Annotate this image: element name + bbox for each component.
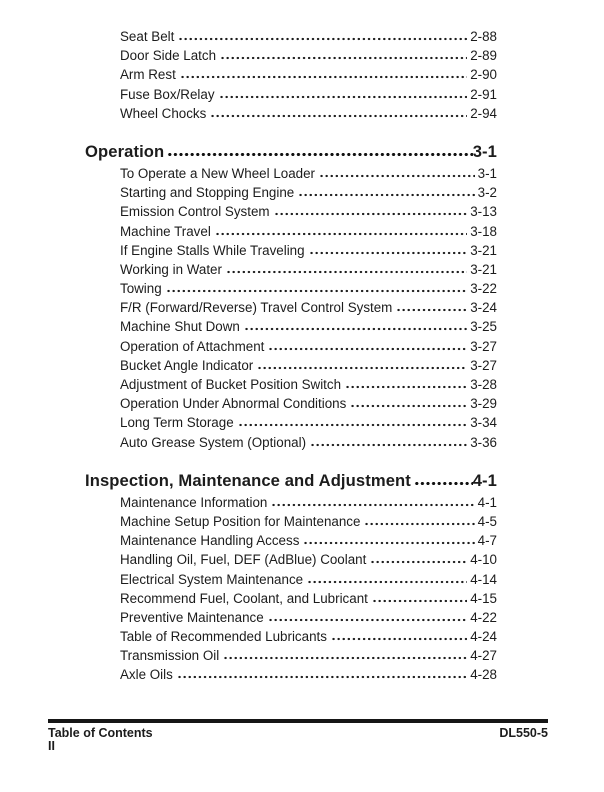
leader-dots: [309, 251, 468, 255]
toc-entry-page: 3-29: [470, 396, 497, 412]
toc-entry-title: Seat Belt: [120, 29, 175, 44]
toc-entry-title: Table of Recommended Lubricants: [120, 629, 327, 645]
leader-dots: [220, 56, 467, 60]
leader-dots: [268, 347, 467, 351]
toc-heading-title: Operation: [85, 141, 165, 161]
toc-entry-title: To Operate a New Wheel Loader: [120, 165, 316, 181]
toc-entry-title: Maintenance Handling Access: [120, 533, 300, 549]
toc-entry-title: If Engine Stalls While Traveling: [120, 242, 305, 258]
leader-dots: [370, 560, 467, 564]
leader-dots: [271, 503, 474, 507]
leader-dots: [223, 656, 467, 660]
toc-entry-page: 4-1: [477, 494, 497, 510]
footer-model-label: DL550-5: [499, 726, 548, 740]
toc-entry-title: Starting and Stopping Engine: [120, 185, 295, 201]
leader-dots: [345, 385, 467, 389]
toc-entry-title: Towing: [120, 281, 162, 297]
toc-entry-page: 3-21: [470, 242, 497, 258]
leader-dots: [178, 37, 467, 41]
toc-entry[interactable]: [120, 433, 497, 452]
toc-entry-page: 2-91: [470, 86, 497, 102]
toc-entry[interactable]: [120, 493, 497, 512]
toc-entry-title: Auto Grease System (Optional): [120, 434, 307, 450]
toc-entry-title: Wheel Chocks: [120, 105, 207, 121]
toc-entry[interactable]: [120, 279, 497, 298]
toc-entry-title: Machine Shut Down: [120, 319, 240, 335]
toc-entry-page: 3-21: [470, 261, 497, 277]
footer-rule: [48, 719, 548, 723]
toc-entry-title: Preventive Maintenance: [120, 609, 264, 625]
toc-entry[interactable]: [120, 589, 497, 608]
toc-entry-page: 4-28: [470, 667, 497, 683]
toc-entry-title: Long Term Storage: [120, 415, 234, 431]
toc-entry-page: 4-10: [470, 552, 497, 568]
toc-section-heading[interactable]: [85, 469, 497, 493]
toc-entry-title: Maintenance Information: [120, 494, 268, 510]
toc-entry-title: Operation Under Abnormal Conditions: [120, 396, 347, 412]
toc-entry[interactable]: [120, 531, 497, 550]
toc-entry[interactable]: [120, 241, 497, 260]
toc-section-operation: [85, 140, 497, 452]
toc-entry-title: Operation of Attachment: [120, 338, 265, 354]
leader-dots: [414, 481, 473, 486]
leader-dots: [307, 580, 467, 584]
toc-entry[interactable]: [120, 202, 497, 221]
toc-entry[interactable]: [120, 608, 497, 627]
toc-entry[interactable]: [120, 65, 497, 84]
leader-dots: [215, 232, 467, 236]
toc-entry-title: Arm Rest: [120, 67, 176, 83]
toc-entry-page: 3-1: [477, 165, 497, 181]
toc-entry[interactable]: [120, 337, 497, 356]
toc-heading-title: Inspection, Maintenance and Adjustment: [85, 470, 411, 490]
toc-entry-page: 3-24: [470, 300, 497, 316]
toc-entry-page: 4-7: [477, 533, 497, 549]
toc-entry-title: Transmission Oil: [120, 648, 220, 664]
leader-dots: [177, 675, 467, 679]
toc-section-continued: [85, 27, 497, 123]
toc-section-inspection: [85, 469, 497, 685]
toc-entry-title: Axle Oils: [120, 667, 173, 683]
toc-section-heading[interactable]: [85, 140, 497, 164]
toc-entry[interactable]: [120, 413, 497, 432]
toc-entry-page: 3-28: [470, 377, 497, 392]
toc-entry[interactable]: [120, 164, 497, 183]
toc-entry-title: Working in Water: [120, 261, 222, 277]
leader-dots: [364, 522, 474, 526]
toc-entry[interactable]: [120, 394, 497, 413]
page-footer: [48, 719, 548, 753]
toc-entry-page: 4-15: [470, 590, 497, 606]
toc-entry[interactable]: [120, 298, 497, 317]
toc-entry-page: 2-89: [470, 48, 497, 64]
leader-dots: [167, 152, 472, 157]
leader-dots: [210, 114, 467, 118]
toc-entry-page: 3-36: [470, 434, 497, 450]
toc-entry-page: 2-90: [470, 67, 497, 83]
leader-dots: [257, 366, 467, 370]
toc-entry[interactable]: [120, 183, 497, 202]
leader-dots: [166, 289, 468, 293]
toc-entry[interactable]: [120, 104, 497, 123]
toc-entry-title: Electrical System Maintenance: [120, 571, 304, 587]
leader-dots: [319, 174, 475, 178]
leader-dots: [238, 423, 468, 427]
toc-entry-page: 3-18: [470, 223, 497, 239]
toc-entry-title: F/R (Forward/Reverse) Travel Control System: [120, 300, 393, 316]
toc-entry[interactable]: [120, 46, 497, 65]
toc-entry[interactable]: [120, 665, 497, 684]
toc-entry[interactable]: [120, 512, 497, 531]
toc-entry-page: 3-2: [477, 185, 497, 201]
leader-dots: [226, 270, 467, 274]
toc-entry-title: Adjustment of Bucket Position Switch: [120, 377, 342, 392]
toc-entry[interactable]: [120, 317, 497, 336]
toc-entry-title: Machine Travel: [120, 223, 211, 239]
leader-dots: [268, 618, 468, 622]
leader-dots: [310, 443, 467, 447]
toc-entry-title: Recommend Fuel, Coolant, and Lubricant: [120, 590, 368, 606]
toc-entry-title: Machine Setup Position for Maintenance: [120, 513, 361, 529]
leader-dots: [244, 327, 467, 331]
toc-entry[interactable]: [120, 356, 497, 375]
toc-entry-title: Fuse Box/Relay: [120, 86, 215, 102]
leader-dots: [350, 404, 467, 408]
toc-heading-page: 4-1: [472, 470, 497, 490]
toc-entry-page: 4-24: [470, 629, 497, 645]
leader-dots: [298, 193, 474, 197]
toc-entry-page: 3-34: [470, 415, 497, 431]
toc-entry-page: 4-27: [470, 648, 497, 664]
footer-page-number: II: [48, 739, 55, 753]
toc-entry[interactable]: [120, 627, 497, 646]
toc-entry-page: 3-13: [470, 204, 497, 220]
toc-entry-title: Bucket Angle Indicator: [120, 357, 254, 373]
leader-dots: [372, 599, 467, 603]
toc-entry[interactable]: [120, 375, 497, 394]
leader-dots: [274, 212, 468, 216]
leader-dots: [303, 541, 474, 545]
toc-entry[interactable]: [120, 646, 497, 665]
toc-entry[interactable]: [120, 570, 497, 589]
toc-entry-page: 3-27: [470, 338, 497, 354]
table-of-contents: [85, 27, 497, 685]
toc-entry-page: 3-27: [470, 357, 497, 373]
leader-dots: [219, 95, 468, 99]
toc-entry-title: Door Side Latch: [120, 48, 217, 64]
toc-entry[interactable]: [120, 550, 497, 569]
toc-entry-page: 2-94: [470, 105, 497, 121]
toc-entry[interactable]: [120, 260, 497, 279]
toc-entry[interactable]: [120, 85, 497, 104]
toc-entry[interactable]: [120, 27, 497, 46]
toc-entry[interactable]: [120, 222, 497, 241]
leader-dots: [180, 75, 467, 79]
toc-entry-page: 3-25: [470, 319, 497, 335]
toc-entry-page: 2-88: [470, 29, 497, 44]
toc-entry-title: Emission Control System: [120, 204, 270, 220]
toc-entry-title: Handling Oil, Fuel, DEF (AdBlue) Coolant: [120, 552, 367, 568]
footer-section-label: Table of Contents: [48, 726, 153, 740]
toc-entry-page: 4-22: [470, 609, 497, 625]
toc-heading-page: 3-1: [472, 141, 497, 161]
leader-dots: [396, 308, 467, 312]
toc-entry-page: 3-22: [470, 281, 497, 297]
toc-entry-page: 4-14: [470, 571, 497, 587]
toc-entry-page: 4-5: [477, 513, 497, 529]
leader-dots: [331, 637, 467, 641]
